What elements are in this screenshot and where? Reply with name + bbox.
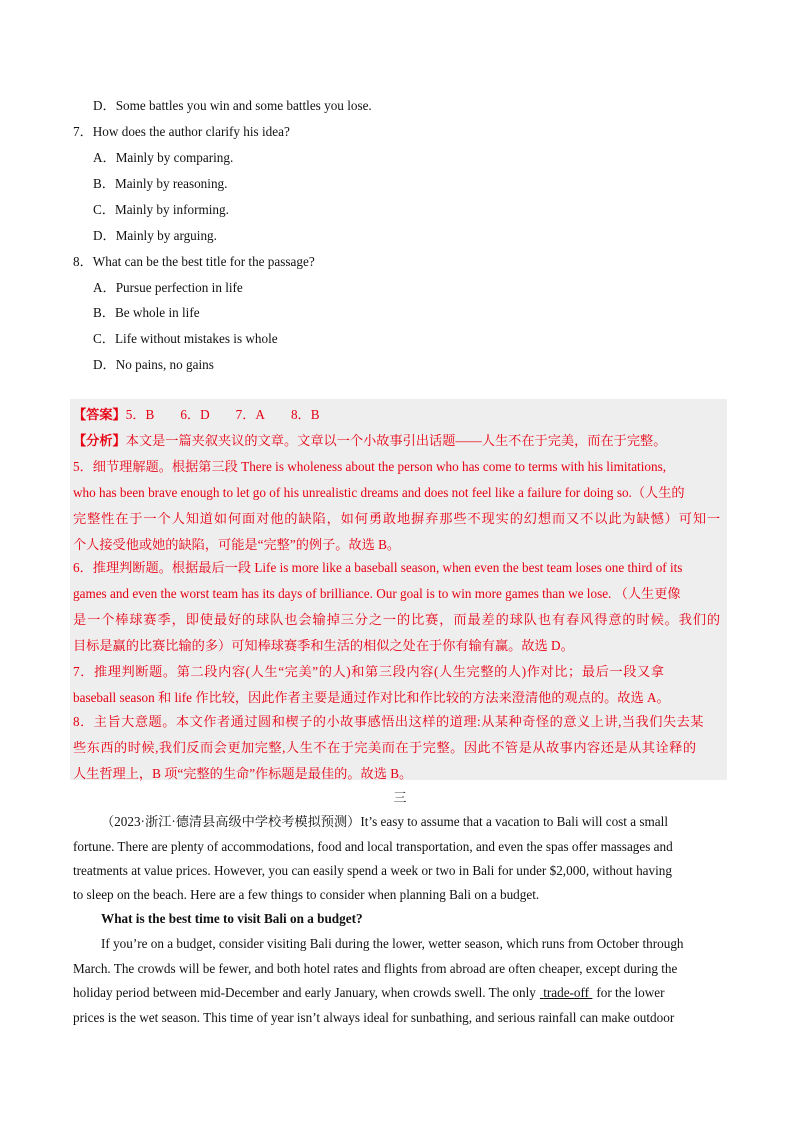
analysis-tag: 【分析】 — [73, 433, 126, 448]
passage-heading: What is the best time to visit Bali on a budget? — [101, 911, 363, 926]
analysis-line: 是一个棒球赛季，即使最好的球队也会输掉三分之一的比赛，而最差的球队也有春风得意的时候。我们的 — [73, 612, 722, 627]
analysis-line: 目标是赢的比赛比输的多）可知棒球赛季和生活的相似之处在于你有输有赢。故选 D。 — [73, 638, 574, 653]
analysis-intro: 本文是一篇夹叙夹议的文章。文章以一个小故事引出话题——人生不在于完美，而在于完整。 — [125, 433, 667, 448]
analysis-line: 个人接受他或她的缺陷，可能是“完整”的例子。故选 B。 — [73, 537, 401, 552]
answer-tag: 【答案】 — [73, 407, 126, 422]
answer-line — [0, 406, 800, 424]
passage-line: If you’re on a budget, consider visiting Bali during the lower, wetter season, which runs from October through — [101, 936, 684, 951]
analysis-line: who has been brave enough to let go of his unrealistic dreams and does not feel like a failure for doing so.（人生的 — [73, 485, 685, 500]
q8-option-c: C．Life without mistakes is whole — [93, 331, 278, 346]
q6-option-d: D．Some battles you win and some battles you lose. — [93, 98, 372, 113]
answer-5: 5．B — [125, 407, 155, 422]
q7-option-d: D．Mainly by arguing. — [93, 228, 217, 243]
passage-text: for the lower — [596, 985, 665, 1000]
analysis-line: 6．推理判断题。根据最后一段 Life is more like a baseball season, when even the best team loses one third of its — [73, 560, 683, 575]
q7-option-a: A．Mainly by comparing. — [93, 150, 234, 165]
answer-6: 6．D — [180, 407, 210, 422]
analysis-intro-line — [0, 432, 800, 450]
passage-line: （2023·浙江·德清县高级中学校考模拟预测）It’s easy to assume that a vacation to Bali will cost a small — [101, 814, 668, 829]
q8-option-b: B．Be whole in life — [93, 305, 200, 320]
analysis-line: 7．推理判断题。第二段内容(人生“完美”的人)和第三段内容(人生完整的人)作对比；最后一段又拿 — [73, 664, 665, 679]
analysis-line: 些东西的时候,我们反而会更加完整,人生不在于完美而在于完整。因此不管是从故事内容还是从其诠释的 — [73, 740, 697, 755]
passage-text: holiday period between mid-December and early January, when crowds swell. The only — [73, 985, 536, 1000]
q8-option-d: D．No pains, no gains — [93, 357, 214, 372]
analysis-line: 5．细节理解题。根据第三段 There is wholeness about the person who has come to terms with his limitations, — [73, 459, 666, 474]
answer-7: 7．A — [235, 407, 265, 422]
passage-line: treatments at value prices. However, you can easily spend a week or two in Bali for under $2,000, without having — [73, 863, 672, 878]
passage-line: fortune. There are plenty of accommodations, food and local transportation, and even the spas offer massages and — [73, 839, 673, 854]
analysis-line: 完整性在于一个人知道如何面对他的缺陷，如何勇敢地摒弃那些不现实的幻想而又不以此为缺憾）可知一 — [73, 511, 722, 526]
passage-line: March. The crowds will be fewer, and both hotel rates and flights from abroad are often cheaper, except during the — [73, 961, 678, 976]
analysis-line: 人生哲理上，B 项“完整的生命”作标题是最佳的。故选 B。 — [73, 766, 413, 781]
passage-line: to sleep on the beach. Here are a few things to consider when planning Bali on a budget. — [73, 887, 540, 902]
section-number: 三 — [393, 790, 407, 805]
passage-line — [0, 984, 800, 1002]
q7-stem: 7．How does the author clarify his idea? — [73, 124, 290, 139]
analysis-line: games and even the worst team has its days of brilliance. Our goal is to win more games than we lose. （人生更像 — [73, 586, 681, 601]
answer-8: 8．B — [290, 407, 320, 422]
q7-option-c: C．Mainly by informing. — [93, 202, 229, 217]
q8-stem: 8．What can be the best title for the passage? — [73, 254, 315, 269]
q8-option-a: A．Pursue perfection in life — [93, 280, 243, 295]
analysis-line: baseball season 和 life 作比较，因此作者主要是通过作对比和作比较的方法来澄清他的观点的。故选 A。 — [73, 690, 670, 705]
passage-line: prices is the wet season. This time of year isn’t always ideal for sunbathing, and serious rainfall can make outdoor — [73, 1010, 675, 1025]
analysis-line: 8．主旨大意题。本文作者通过圆和楔子的小故事感悟出这样的道理:从某种奇怪的意义上讲,当我们失去某 — [73, 714, 704, 729]
underlined-word: trade-off — [543, 985, 590, 1000]
q7-option-b: B．Mainly by reasoning. — [93, 176, 228, 191]
